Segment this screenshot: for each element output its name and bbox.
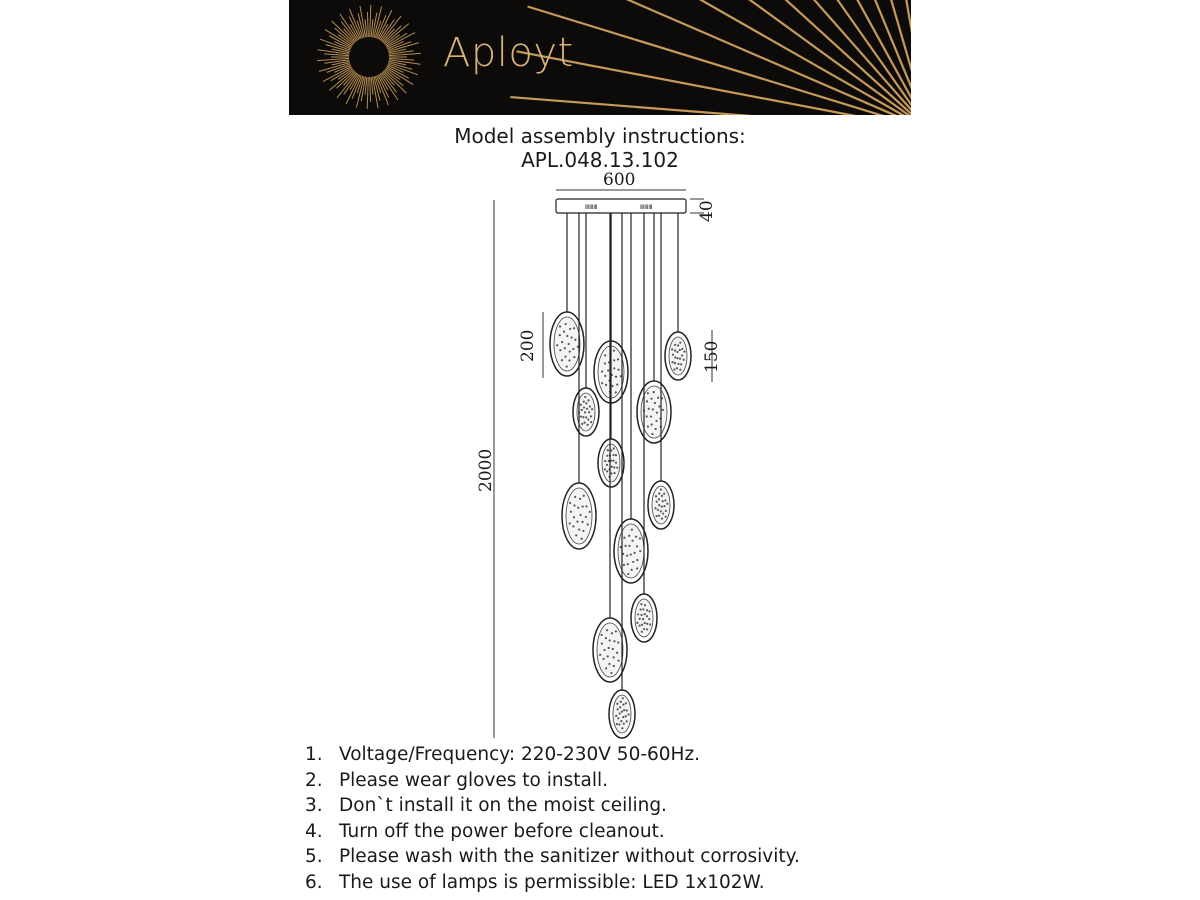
crystal-texture <box>605 637 607 639</box>
crystal-texture <box>654 402 656 404</box>
crystal-texture <box>646 400 648 402</box>
crystal-texture <box>657 509 659 511</box>
crystal-texture <box>652 408 654 410</box>
crystal-texture <box>556 344 558 346</box>
crystal-texture <box>622 716 624 718</box>
crystal-texture <box>660 510 662 512</box>
crystal-texture <box>636 559 638 561</box>
crystal-texture <box>577 507 579 509</box>
crystal-texture <box>648 610 650 612</box>
crystal-texture <box>572 348 574 350</box>
crystal-texture <box>650 415 652 417</box>
crystal-texture <box>585 416 587 418</box>
crystal-texture <box>602 658 604 660</box>
crystal-texture <box>662 513 664 515</box>
crystal-texture <box>589 405 591 407</box>
crystal-texture <box>613 472 615 474</box>
crystal-texture <box>559 334 561 336</box>
crystal-texture <box>656 412 658 414</box>
crystal-texture <box>581 423 583 425</box>
crystal-texture <box>606 470 608 472</box>
crystal-texture <box>617 641 619 643</box>
crystal-texture <box>631 529 633 531</box>
crystal-texture <box>674 356 676 358</box>
crystal-texture <box>590 421 592 423</box>
crystal-texture <box>683 351 685 353</box>
crystal-texture <box>660 488 662 490</box>
crystal-texture <box>613 665 615 667</box>
crystal-texture <box>570 511 572 513</box>
crystal-texture <box>580 404 582 406</box>
ceiling-canopy <box>556 199 686 213</box>
crystal-texture <box>616 703 618 705</box>
crystal-texture <box>646 415 648 417</box>
crystal-texture <box>649 623 651 625</box>
crystal-texture <box>605 667 607 669</box>
crystal-texture <box>578 528 580 530</box>
page-title: Model assembly instructions: <box>454 124 746 148</box>
model-number: APL.048.13.102 <box>521 148 679 172</box>
crystal-texture <box>648 618 650 620</box>
crystal-texture <box>620 720 622 722</box>
crystal-texture <box>623 723 625 725</box>
crystal-texture <box>639 618 641 620</box>
crystal-texture <box>672 354 674 356</box>
crystal-texture <box>609 639 611 641</box>
crystal-texture <box>624 545 626 547</box>
crystal-texture <box>583 406 585 408</box>
crystal-texture <box>575 534 577 536</box>
crystal-texture <box>679 369 681 371</box>
crystal-texture <box>604 375 606 377</box>
crystal-texture <box>646 628 648 630</box>
pendant-crystal <box>635 599 653 637</box>
crystal-texture <box>605 384 607 386</box>
crystal-texture <box>623 564 625 566</box>
crystal-texture <box>628 535 630 537</box>
crystal-texture <box>663 505 665 507</box>
crystal-texture <box>621 727 623 729</box>
brand-logo: Aployt <box>443 30 574 76</box>
crystal-texture <box>646 615 648 617</box>
small-pendant-size-label: 150 <box>702 340 722 373</box>
crystal-texture <box>680 363 682 365</box>
crystal-texture <box>606 464 608 466</box>
crystal-texture <box>585 505 587 507</box>
crystal-texture <box>622 704 624 706</box>
crystal-texture <box>583 495 585 497</box>
crystal-texture <box>610 672 612 674</box>
crystal-texture <box>573 327 575 329</box>
crystal-texture <box>564 356 566 358</box>
crystal-texture <box>613 460 615 462</box>
crystal-texture <box>625 702 627 704</box>
crystal-texture <box>625 715 627 717</box>
crystal-texture <box>634 552 636 554</box>
crystal-texture <box>608 663 610 665</box>
crystal-texture <box>612 454 614 456</box>
crystal-texture <box>584 422 586 424</box>
crystal-texture <box>630 553 632 555</box>
crystal-texture <box>621 710 623 712</box>
crystal-texture <box>603 649 605 651</box>
crystal-texture <box>574 339 576 341</box>
crystal-texture <box>636 622 638 624</box>
crystal-texture <box>662 409 664 411</box>
crystal-texture <box>617 659 619 661</box>
crystal-texture <box>677 344 679 346</box>
crystal-texture <box>574 496 576 498</box>
crystal-texture <box>623 537 625 539</box>
crystal-texture <box>627 563 629 565</box>
crystal-texture <box>647 425 649 427</box>
crystal-texture <box>627 713 629 715</box>
canopy-label-right: ⅢⅢⅢ <box>640 204 653 211</box>
crystal-texture <box>623 709 625 711</box>
crystal-texture <box>573 516 575 518</box>
crystal-texture <box>656 501 658 503</box>
crystal-texture <box>613 350 615 352</box>
canopy-height-label: 40 <box>697 200 717 222</box>
crystal-texture <box>664 499 666 501</box>
crystal-texture <box>615 391 617 393</box>
instruction-item: 4. Turn off the power before cleanout. <box>305 820 665 842</box>
crystal-texture <box>677 363 679 365</box>
crystal-texture <box>619 712 621 714</box>
crystal-texture <box>599 654 601 656</box>
crystal-texture <box>673 368 675 370</box>
crystal-texture <box>587 424 589 426</box>
crystal-texture <box>584 396 586 398</box>
crystal-texture <box>576 520 578 522</box>
crystal-texture <box>639 625 641 627</box>
crystal-texture <box>611 385 613 387</box>
crystal-texture <box>644 604 646 606</box>
crystal-texture <box>671 361 673 363</box>
crystal-texture <box>607 449 609 451</box>
crystal-texture <box>573 356 575 358</box>
crystal-texture <box>610 472 612 474</box>
crystal-texture <box>655 515 657 517</box>
crystal-texture <box>661 505 663 507</box>
crystal-texture <box>679 342 681 344</box>
crystal-texture <box>615 715 617 717</box>
crystal-texture <box>613 447 615 449</box>
crystal-texture <box>615 376 617 378</box>
crystal-texture <box>620 701 622 703</box>
crystal-texture <box>613 367 615 369</box>
crystal-texture <box>617 708 619 710</box>
crystal-texture <box>617 358 619 360</box>
crystal-texture <box>641 624 643 626</box>
crystal-texture <box>631 540 633 542</box>
crystal-texture <box>569 502 571 504</box>
pendant-crystal <box>597 623 623 677</box>
crystal-texture <box>589 511 591 513</box>
crystal-texture <box>568 359 570 361</box>
crystal-texture <box>561 359 563 361</box>
crystal-texture <box>661 495 663 497</box>
crystal-texture <box>559 325 561 327</box>
crystal-texture <box>569 350 571 352</box>
crystal-texture <box>665 516 667 518</box>
crystal-texture <box>564 347 566 349</box>
crystal-texture <box>628 545 630 547</box>
crystal-texture <box>642 618 644 620</box>
crystal-texture <box>561 341 563 343</box>
instruction-item: 6. The use of lamps is permissible: LED 1x102W. <box>305 871 765 893</box>
crystal-texture <box>676 367 678 369</box>
crystal-texture <box>655 495 657 497</box>
crystal-texture <box>626 709 628 711</box>
crystal-texture <box>608 647 610 649</box>
crystal-texture <box>563 331 565 333</box>
crystal-texture <box>587 399 589 401</box>
crystal-texture <box>643 628 645 630</box>
large-pendant-size-label: 200 <box>518 329 538 362</box>
instruction-list <box>305 742 800 895</box>
crystal-texture <box>571 336 573 338</box>
crystal-texture <box>654 507 656 509</box>
crystal-texture <box>651 423 653 425</box>
crystal-texture <box>583 401 585 403</box>
crystal-texture <box>679 349 681 351</box>
crystal-texture <box>639 550 641 552</box>
crystal-texture <box>613 359 615 361</box>
pendant-crystal <box>554 317 580 371</box>
crystal-texture <box>572 525 574 527</box>
crystal-texture <box>591 408 593 410</box>
crystal-texture <box>646 623 648 625</box>
crystal-texture <box>569 328 571 330</box>
crystal-texture <box>644 622 646 624</box>
crystal-texture <box>632 561 634 563</box>
crystal-texture <box>655 428 657 430</box>
crystal-texture <box>622 697 624 699</box>
canopy-label-left: ⅢⅢⅢ <box>585 204 598 211</box>
crystal-texture <box>681 348 683 350</box>
crystal-texture <box>573 504 575 506</box>
crystal-texture <box>606 455 608 457</box>
crystal-texture <box>612 648 614 650</box>
crystal-texture <box>581 538 583 540</box>
crystal-texture <box>626 555 628 557</box>
width-dimension-label: 600 <box>603 170 636 190</box>
crystal-texture <box>582 416 584 418</box>
crystal-texture <box>635 536 637 538</box>
crystal-texture <box>579 498 581 500</box>
crystal-texture <box>616 652 618 654</box>
pendant-crystal <box>566 488 592 544</box>
crystal-texture <box>665 510 667 512</box>
instruction-item: 2. Please wear gloves to install. <box>305 769 609 791</box>
crystal-texture <box>674 344 676 346</box>
instruction-item: 3. Don`t install it on the moist ceiling. <box>305 795 667 816</box>
crystal-texture <box>559 349 561 351</box>
crystal-texture <box>640 603 642 605</box>
crystal-texture <box>641 631 643 633</box>
crystal-texture <box>648 408 650 410</box>
crystal-texture <box>636 567 638 569</box>
crystal-texture <box>676 351 678 353</box>
crystal-texture <box>616 467 618 469</box>
crystal-texture <box>617 369 619 371</box>
crystal-texture <box>627 573 629 575</box>
crystal-texture <box>579 514 581 516</box>
crystal-texture <box>590 415 592 417</box>
crystal-texture <box>671 348 673 350</box>
crystal-texture <box>613 656 615 658</box>
crystal-texture <box>585 516 587 518</box>
instruction-item: 1. Voltage/Frequency: 220-230V 50-60Hz. <box>305 744 701 765</box>
crystal-texture <box>662 500 664 502</box>
crystal-texture <box>587 523 589 525</box>
crystal-texture <box>606 629 608 631</box>
crystal-texture <box>611 632 613 634</box>
crystal-texture <box>615 630 617 632</box>
crystal-texture <box>568 343 570 345</box>
crystal-texture <box>658 405 660 407</box>
crystal-texture <box>584 411 586 413</box>
crystal-texture <box>683 359 685 361</box>
crystal-texture <box>566 335 568 337</box>
crystal-texture <box>639 608 641 610</box>
crystal-texture <box>642 608 644 610</box>
crystal-texture <box>613 640 615 642</box>
crystal-texture <box>651 433 653 435</box>
crystal-texture <box>674 349 676 351</box>
crystal-texture <box>611 466 613 468</box>
crystal-texture <box>676 357 678 359</box>
crystal-texture <box>681 354 683 356</box>
crystal-texture <box>658 504 660 506</box>
crystal-texture <box>582 505 584 507</box>
crystal-texture <box>604 460 606 462</box>
crystal-texture <box>658 515 660 517</box>
crystal-texture <box>615 462 617 464</box>
crystal-texture <box>618 723 620 725</box>
instruction-item: 5. Please wash with the sanitizer without corrosivity. <box>305 846 800 867</box>
crystal-texture <box>613 466 615 468</box>
pendant-crystal <box>641 386 667 438</box>
crystal-texture <box>566 365 568 367</box>
crystal-texture <box>655 420 657 422</box>
crystal-texture <box>580 415 582 417</box>
crystal-texture <box>604 354 606 356</box>
crystal-texture <box>619 706 621 708</box>
crystal-texture <box>636 545 638 547</box>
crystal-texture <box>637 613 639 615</box>
crystal-texture <box>581 521 583 523</box>
crystal-texture <box>588 411 590 413</box>
crystal-texture <box>647 392 649 394</box>
crystal-texture <box>615 454 617 456</box>
crystal-texture <box>666 503 668 505</box>
crystal-texture <box>607 655 609 657</box>
pendant-crystal <box>669 337 687 375</box>
crystal-texture <box>653 391 655 393</box>
crystal-texture <box>658 498 660 500</box>
crystal-texture <box>616 383 618 385</box>
crystal-texture <box>601 370 603 372</box>
crystal-texture <box>585 402 587 404</box>
crystal-texture <box>657 397 659 399</box>
crystal-texture <box>674 362 676 364</box>
crystal-texture <box>601 634 603 636</box>
crystal-texture <box>569 522 571 524</box>
crystal-texture <box>644 613 646 615</box>
crystal-texture <box>639 537 641 539</box>
crystal-texture <box>601 643 603 645</box>
crystal-texture <box>646 609 648 611</box>
crystal-texture <box>604 468 606 470</box>
crystal-texture <box>586 408 588 410</box>
crystal-texture <box>582 530 584 532</box>
crystal-texture <box>617 717 619 719</box>
crystal-texture <box>679 358 681 360</box>
crystal-texture <box>640 614 642 616</box>
crystal-texture <box>587 418 589 420</box>
crystal-texture <box>626 720 628 722</box>
crystal-texture <box>565 323 567 325</box>
crystal-texture <box>663 493 665 495</box>
crystal-texture <box>616 723 618 725</box>
crystal-texture <box>604 362 606 364</box>
crystal-texture <box>661 518 663 520</box>
crystal-texture <box>650 398 652 400</box>
crystal-texture <box>658 493 660 495</box>
crystal-texture <box>601 382 603 384</box>
crystal-texture <box>631 569 633 571</box>
total-height-label: 2000 <box>476 448 496 492</box>
crystal-texture <box>581 409 583 411</box>
crystal-texture <box>607 369 609 371</box>
